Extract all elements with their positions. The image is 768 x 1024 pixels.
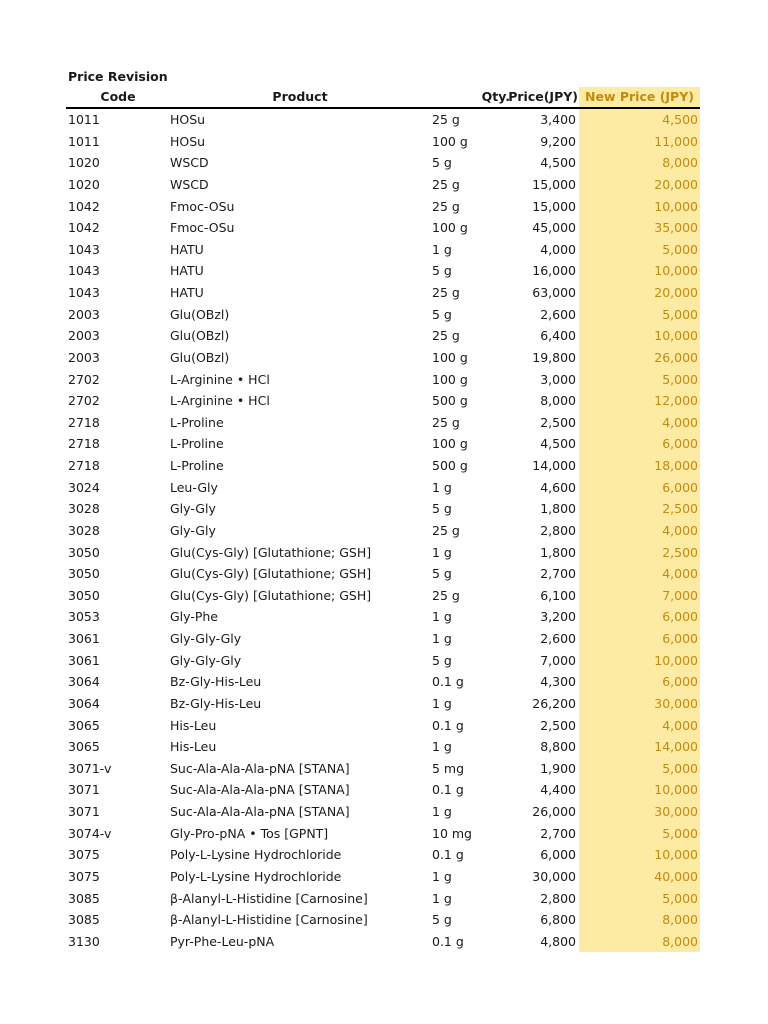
cell-new-price: 4,000 (579, 520, 700, 542)
cell-new-price: 8,000 (579, 909, 700, 931)
sheet-title: Price Revision (68, 69, 168, 84)
cell-qty: 1 g (432, 544, 452, 560)
cell-product: Pyr-Phe-Leu-pNA (170, 933, 275, 949)
cell-code: 3028 (68, 522, 100, 538)
cell-new-price: 5,000 (579, 304, 700, 326)
cell-price: 30,000 (532, 868, 576, 884)
cell-price: 2,700 (540, 566, 576, 582)
table-row (66, 563, 700, 585)
cell-price: 2,800 (540, 522, 576, 538)
cell-qty: 5 g (432, 501, 452, 517)
cell-product: L-Arginine • HCl (170, 393, 270, 409)
cell-price: 1,800 (540, 544, 576, 560)
table-row (66, 844, 700, 866)
table-row (66, 260, 700, 282)
cell-price: 9,200 (540, 133, 576, 149)
cell-code: 3064 (68, 695, 100, 711)
cell-price: 2,500 (540, 414, 576, 430)
table-row (66, 174, 700, 196)
table-row (66, 715, 700, 737)
cell-product: Bz-Gly-His-Leu (170, 674, 262, 690)
cell-new-price: 6,000 (579, 477, 700, 499)
cell-new-price: 20,000 (579, 174, 700, 196)
cell-product: L-Arginine • HCl (170, 371, 270, 387)
cell-price: 19,800 (532, 349, 576, 365)
cell-code: 3071-v (68, 760, 112, 776)
table-body (66, 109, 700, 952)
cell-price: 2,600 (540, 306, 576, 322)
table-row (66, 131, 700, 153)
cell-new-price: 10,000 (579, 779, 700, 801)
cell-qty: 5 mg (432, 760, 465, 776)
cell-price: 4,300 (540, 674, 576, 690)
cell-qty: 5 g (432, 155, 452, 171)
cell-qty: 0.1 g (432, 782, 464, 798)
cell-qty: 500 g (432, 458, 468, 473)
cell-new-price: 18,000 (579, 455, 700, 477)
cell-qty: 1 g (432, 631, 452, 646)
header-product: Product (272, 89, 328, 104)
cell-new-price: 7,000 (579, 585, 700, 607)
cell-qty: 10 mg (432, 825, 472, 841)
cell-qty: 5 g (432, 652, 452, 668)
cell-price: 14,000 (532, 458, 576, 473)
cell-new-price: 5,000 (579, 239, 700, 261)
cell-price: 1,800 (540, 501, 576, 517)
cell-product: Bz-Gly-His-Leu (170, 695, 262, 711)
cell-product: Suc-Ala-Ala-Ala-pNA [STANA] (170, 804, 350, 819)
cell-qty: 1 g (432, 890, 452, 906)
cell-product: Glu(Cys-Gly) [Glutathione; GSH] (170, 587, 372, 603)
cell-code: 1020 (68, 176, 100, 192)
cell-price: 15,000 (532, 176, 576, 192)
cell-code: 1011 (68, 112, 100, 127)
cell-code: 3061 (68, 652, 100, 668)
cell-code: 1043 (68, 285, 100, 300)
cell-price: 8,800 (540, 739, 576, 755)
cell-qty: 5 g (432, 566, 452, 582)
table-row (66, 542, 700, 564)
cell-code: 3071 (68, 782, 100, 798)
header-qty: Qty. (481, 89, 510, 104)
cell-new-price: 4,000 (579, 715, 700, 737)
cell-code: 3071 (68, 804, 100, 819)
cell-new-price: 4,000 (579, 412, 700, 434)
cell-product: Fmoc-OSu (170, 220, 235, 236)
cell-new-price: 10,000 (579, 844, 700, 866)
cell-price: 4,400 (540, 782, 576, 798)
cell-qty: 0.1 g (432, 847, 464, 863)
table-row (66, 498, 700, 520)
cell-new-price: 30,000 (579, 693, 700, 715)
table-row (66, 109, 700, 131)
cell-new-price: 11,000 (579, 131, 700, 153)
table-row (66, 477, 700, 499)
header-price: Price(JPY) (508, 89, 578, 104)
cell-price: 6,000 (540, 847, 576, 863)
table-row (66, 779, 700, 801)
cell-product: HOSu (170, 133, 206, 149)
cell-product: Leu-Gly (170, 479, 218, 495)
cell-code: 3065 (68, 739, 100, 755)
cell-qty: 0.1 g (432, 717, 464, 733)
cell-product: Gly-Gly-Gly (170, 631, 242, 646)
cell-price: 2,600 (540, 631, 576, 646)
cell-code: 2702 (68, 371, 100, 387)
cell-product: His-Leu (170, 739, 217, 755)
cell-product: Glu(OBzl) (170, 349, 230, 365)
cell-qty: 1 g (432, 479, 452, 495)
cell-qty: 1 g (432, 241, 452, 257)
cell-code: 1043 (68, 263, 100, 279)
table-row (66, 736, 700, 758)
cell-price: 16,000 (532, 263, 576, 279)
table-row (66, 347, 700, 369)
cell-code: 2702 (68, 393, 100, 409)
cell-product: L-Proline (170, 414, 224, 430)
cell-code: 3085 (68, 912, 100, 928)
cell-product: Glu(OBzl) (170, 328, 230, 344)
cell-price: 6,800 (540, 912, 576, 928)
cell-product: Gly-Gly-Gly (170, 652, 242, 668)
cell-new-price: 30,000 (579, 801, 700, 823)
cell-price: 15,000 (532, 198, 576, 214)
cell-code: 3024 (68, 479, 100, 495)
cell-price: 45,000 (532, 220, 576, 236)
cell-price: 3,200 (540, 609, 576, 625)
cell-qty: 1 g (432, 695, 452, 711)
cell-price: 2,500 (540, 717, 576, 733)
cell-qty: 25 g (432, 522, 460, 538)
cell-product: Suc-Ala-Ala-Ala-pNA [STANA] (170, 782, 350, 798)
cell-qty: 0.1 g (432, 674, 464, 690)
cell-product: Poly-L-Lysine Hydrochloride (170, 847, 342, 863)
cell-qty: 100 g (432, 220, 468, 236)
cell-code: 3050 (68, 544, 100, 560)
cell-new-price: 4,500 (579, 109, 700, 131)
cell-product: Fmoc-OSu (170, 198, 235, 214)
price-revision-sheet (66, 66, 700, 952)
cell-new-price: 10,000 (579, 650, 700, 672)
cell-new-price: 10,000 (579, 325, 700, 347)
table-row (66, 823, 700, 845)
table-row (66, 282, 700, 304)
table-row (66, 909, 700, 931)
cell-qty: 25 g (432, 198, 460, 214)
cell-price: 4,500 (540, 155, 576, 171)
cell-product: Glu(OBzl) (170, 306, 230, 322)
cell-code: 2003 (68, 328, 100, 344)
table-row (66, 239, 700, 261)
cell-price: 4,500 (540, 436, 576, 452)
table-row (66, 455, 700, 477)
cell-qty: 25 g (432, 176, 460, 192)
cell-price: 4,000 (540, 241, 576, 257)
cell-qty: 100 g (432, 349, 468, 365)
cell-qty: 100 g (432, 371, 468, 387)
cell-new-price: 10,000 (579, 260, 700, 282)
table-row (66, 931, 700, 953)
cell-qty: 25 g (432, 112, 460, 127)
cell-price: 2,700 (540, 825, 576, 841)
cell-qty: 1 g (432, 609, 452, 625)
table-row (66, 217, 700, 239)
cell-price: 7,000 (540, 652, 576, 668)
cell-product: Suc-Ala-Ala-Ala-pNA [STANA] (170, 760, 350, 776)
cell-code: 1042 (68, 220, 100, 236)
cell-qty: 100 g (432, 133, 468, 149)
cell-price: 3,000 (540, 371, 576, 387)
cell-product: L-Proline (170, 436, 224, 452)
cell-qty: 1 g (432, 739, 452, 755)
cell-product: Poly-L-Lysine Hydrochloride (170, 868, 342, 884)
cell-product: Glu(Cys-Gly) [Glutathione; GSH] (170, 566, 372, 582)
cell-product: Gly-Pro-pNA • Tos [GPNT] (170, 825, 329, 841)
table-row (66, 693, 700, 715)
table-header-row (66, 87, 700, 109)
cell-price: 3,400 (540, 112, 576, 127)
cell-new-price: 5,000 (579, 888, 700, 910)
cell-code: 1043 (68, 241, 100, 257)
cell-price: 63,000 (532, 285, 576, 300)
table-row (66, 520, 700, 542)
cell-price: 6,100 (540, 587, 576, 603)
cell-code: 2003 (68, 306, 100, 322)
cell-price: 26,200 (532, 695, 576, 711)
cell-product: L-Proline (170, 458, 224, 473)
table-row (66, 866, 700, 888)
cell-product: His-Leu (170, 717, 217, 733)
cell-code: 3050 (68, 566, 100, 582)
cell-product: Glu(Cys-Gly) [Glutathione; GSH] (170, 544, 372, 560)
table-row (66, 671, 700, 693)
cell-code: 3130 (68, 933, 100, 949)
cell-new-price: 20,000 (579, 282, 700, 304)
cell-new-price: 6,000 (579, 628, 700, 650)
cell-new-price: 8,000 (579, 931, 700, 953)
cell-new-price: 35,000 (579, 217, 700, 239)
cell-code: 2718 (68, 458, 100, 473)
cell-code: 3050 (68, 587, 100, 603)
cell-new-price: 14,000 (579, 736, 700, 758)
cell-price: 2,800 (540, 890, 576, 906)
table-row (66, 369, 700, 391)
table-row (66, 606, 700, 628)
cell-new-price: 12,000 (579, 390, 700, 412)
cell-qty: 25 g (432, 285, 460, 300)
cell-product: WSCD (170, 155, 209, 171)
cell-qty: 25 g (432, 414, 460, 430)
table-row (66, 433, 700, 455)
table-row (66, 628, 700, 650)
cell-qty: 5 g (432, 306, 452, 322)
cell-code: 3075 (68, 868, 100, 884)
cell-product: HATU (170, 241, 204, 257)
cell-qty: 100 g (432, 436, 468, 452)
table-row (66, 152, 700, 174)
header-code: Code (100, 89, 136, 104)
table-row (66, 650, 700, 672)
cell-qty: 1 g (432, 804, 452, 819)
cell-price: 1,900 (540, 760, 576, 776)
cell-qty: 25 g (432, 587, 460, 603)
cell-code: 3074-v (68, 825, 112, 841)
cell-product: Gly-Phe (170, 609, 218, 625)
cell-new-price: 2,500 (579, 498, 700, 520)
table-row (66, 888, 700, 910)
cell-code: 3061 (68, 631, 100, 646)
cell-product: HATU (170, 263, 204, 279)
cell-code: 1020 (68, 155, 100, 171)
cell-code: 1011 (68, 133, 100, 149)
cell-code: 2003 (68, 349, 100, 365)
cell-new-price: 40,000 (579, 866, 700, 888)
cell-new-price: 5,000 (579, 823, 700, 845)
cell-new-price: 6,000 (579, 671, 700, 693)
cell-qty: 0.1 g (432, 933, 464, 949)
cell-new-price: 8,000 (579, 152, 700, 174)
cell-new-price: 5,000 (579, 758, 700, 780)
cell-code: 3075 (68, 847, 100, 863)
cell-price: 26,000 (532, 804, 576, 819)
cell-product: HOSu (170, 112, 206, 127)
cell-price: 4,800 (540, 933, 576, 949)
cell-product: β-Alanyl-L-Histidine [Carnosine] (170, 912, 368, 928)
cell-new-price: 2,500 (579, 542, 700, 564)
cell-qty: 5 g (432, 263, 452, 279)
cell-qty: 1 g (432, 868, 452, 884)
cell-code: 3085 (68, 890, 100, 906)
cell-code: 2718 (68, 436, 100, 452)
cell-code: 3065 (68, 717, 100, 733)
cell-price: 6,400 (540, 328, 576, 344)
cell-new-price: 6,000 (579, 433, 700, 455)
cell-product: HATU (170, 285, 204, 300)
cell-new-price: 10,000 (579, 196, 700, 218)
table-row (66, 585, 700, 607)
cell-code: 3028 (68, 501, 100, 517)
table-row (66, 801, 700, 823)
cell-code: 3053 (68, 609, 100, 625)
header-new-price: New Price (JPY) (579, 87, 700, 107)
cell-product: Gly-Gly (170, 501, 216, 517)
cell-code: 1042 (68, 198, 100, 214)
cell-price: 4,600 (540, 479, 576, 495)
cell-product: Gly-Gly (170, 522, 216, 538)
cell-new-price: 4,000 (579, 563, 700, 585)
table-row (66, 304, 700, 326)
cell-product: β-Alanyl-L-Histidine [Carnosine] (170, 890, 368, 906)
table-row (66, 196, 700, 218)
table-row (66, 412, 700, 434)
cell-price: 8,000 (540, 393, 576, 409)
table-row (66, 390, 700, 412)
cell-qty: 5 g (432, 912, 452, 928)
cell-new-price: 5,000 (579, 369, 700, 391)
table-row (66, 758, 700, 780)
cell-qty: 500 g (432, 393, 468, 409)
cell-code: 2718 (68, 414, 100, 430)
table-row (66, 325, 700, 347)
cell-new-price: 6,000 (579, 606, 700, 628)
cell-product: WSCD (170, 176, 209, 192)
cell-code: 3064 (68, 674, 100, 690)
cell-new-price: 26,000 (579, 347, 700, 369)
cell-qty: 25 g (432, 328, 460, 344)
